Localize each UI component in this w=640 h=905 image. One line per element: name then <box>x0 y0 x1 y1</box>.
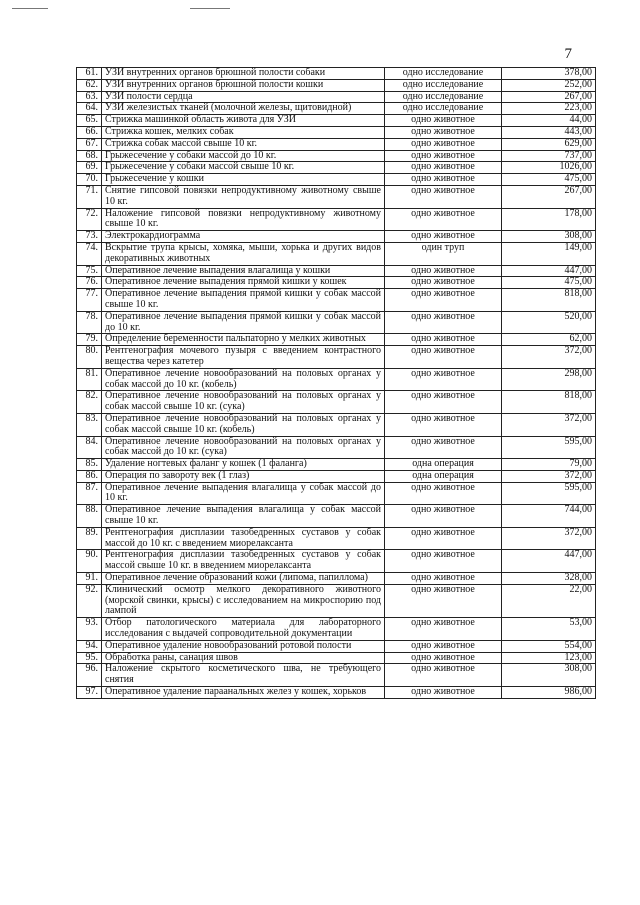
table-row <box>77 618 596 641</box>
unit-of-measure: одно животное <box>385 311 502 334</box>
row-number: 66. <box>77 126 102 138</box>
service-name: Стрижка собак массой свыше 10 кг. <box>102 138 385 150</box>
price-value: 308,00 <box>502 664 596 687</box>
service-name: Отбор патологического материала для лабораторного исследования с выдачей сопроводительной документации <box>102 618 385 641</box>
unit-of-measure: одна операция <box>385 470 502 482</box>
service-name: Клинический осмотр мелкого декоративного животного (морской свинки, крысы) с исследованием на микроспорию под лампой <box>102 584 385 617</box>
table-row <box>77 68 596 80</box>
table-row <box>77 640 596 652</box>
service-name: Вскрытие трупа крысы, хомяка, мыши, хорька и других видов декоративных животных <box>102 242 385 265</box>
unit-of-measure: одно животное <box>385 126 502 138</box>
service-name: Наложение скрытого косметического шва, не требующего снятия <box>102 664 385 687</box>
service-name: Рентгенография мочевого пузыря с введением контрастного вещества через катетер <box>102 346 385 369</box>
unit-of-measure: одна операция <box>385 459 502 471</box>
row-number: 71. <box>77 185 102 208</box>
price-value: 595,00 <box>502 436 596 459</box>
row-number: 94. <box>77 640 102 652</box>
table-row <box>77 265 596 277</box>
row-number: 69. <box>77 162 102 174</box>
price-value: 378,00 <box>502 68 596 80</box>
service-name: Оперативное лечение образований кожи (липома, папиллома) <box>102 573 385 585</box>
unit-of-measure: одно животное <box>385 138 502 150</box>
unit-of-measure: одно животное <box>385 618 502 641</box>
price-value: 475,00 <box>502 174 596 186</box>
service-name: Оперативное лечение выпадения прямой кишки у кошек <box>102 277 385 289</box>
price-value: 737,00 <box>502 150 596 162</box>
price-value: 149,00 <box>502 242 596 265</box>
table-row <box>77 346 596 369</box>
service-name: УЗИ полости сердца <box>102 91 385 103</box>
price-value: 520,00 <box>502 311 596 334</box>
service-name: Стрижка кошек, мелких собак <box>102 126 385 138</box>
row-number: 93. <box>77 618 102 641</box>
service-name: Определение беременности пальпаторно у мелких животных <box>102 334 385 346</box>
row-number: 77. <box>77 289 102 312</box>
unit-of-measure: одно животное <box>385 265 502 277</box>
row-number: 86. <box>77 470 102 482</box>
price-value: 629,00 <box>502 138 596 150</box>
unit-of-measure: одно животное <box>385 413 502 436</box>
unit-of-measure: одно исследование <box>385 79 502 91</box>
table-row <box>77 126 596 138</box>
service-name: Оперативное лечение выпадения прямой кишки у собак массой свыше 10 кг. <box>102 289 385 312</box>
service-name: Оперативное лечение выпадения прямой кишки у собак массой до 10 кг. <box>102 311 385 334</box>
service-name: УЗИ железистых тканей (молочной железы, щитовидной) <box>102 103 385 115</box>
table-row <box>77 413 596 436</box>
unit-of-measure: одно животное <box>385 346 502 369</box>
price-value: 53,00 <box>502 618 596 641</box>
service-name: Снятие гипсовой повязки непродуктивному животному свыше 10 кг. <box>102 185 385 208</box>
row-number: 81. <box>77 368 102 391</box>
row-number: 80. <box>77 346 102 369</box>
price-value: 818,00 <box>502 391 596 414</box>
table-row <box>77 470 596 482</box>
row-number: 95. <box>77 652 102 664</box>
row-number: 75. <box>77 265 102 277</box>
price-value: 447,00 <box>502 265 596 277</box>
service-name: Удаление ногтевых фаланг у кошек (1 фаланга) <box>102 459 385 471</box>
service-name: Грыжесечение у собаки массой свыше 10 кг. <box>102 162 385 174</box>
table-row <box>77 138 596 150</box>
unit-of-measure: одно животное <box>385 505 502 528</box>
unit-of-measure: одно животное <box>385 150 502 162</box>
unit-of-measure: одно исследование <box>385 68 502 80</box>
price-table-body <box>77 68 596 699</box>
unit-of-measure: одно исследование <box>385 103 502 115</box>
table-row <box>77 79 596 91</box>
price-value: 308,00 <box>502 231 596 243</box>
price-value: 818,00 <box>502 289 596 312</box>
table-row <box>77 391 596 414</box>
table-row <box>77 208 596 231</box>
service-name: УЗИ внутренних органов брюшной полости собаки <box>102 68 385 80</box>
service-name: Рентгенография дисплазии тазобедренных суставов у собак массой до 10 кг. с введением миорелаксанта <box>102 527 385 550</box>
unit-of-measure: одно животное <box>385 527 502 550</box>
unit-of-measure: один труп <box>385 242 502 265</box>
price-value: 372,00 <box>502 527 596 550</box>
table-row <box>77 174 596 186</box>
table-row <box>77 652 596 664</box>
table-row <box>77 103 596 115</box>
service-name: Оперативное лечение новообразований на половых органах у собак массой до 10 кг. (кобель) <box>102 368 385 391</box>
service-name: Оперативное лечение выпадения влагалища у собак массой до 10 кг. <box>102 482 385 505</box>
price-value: 62,00 <box>502 334 596 346</box>
service-name: Рентгенография дисплазии тазобедренных суставов у собак массой свыше 10 кг. в введением миорелаксанта <box>102 550 385 573</box>
service-name: Оперативное удаление новообразований ротовой полости <box>102 640 385 652</box>
table-row <box>77 91 596 103</box>
table-row <box>77 334 596 346</box>
table-row <box>77 242 596 265</box>
price-value: 22,00 <box>502 584 596 617</box>
price-value: 475,00 <box>502 277 596 289</box>
unit-of-measure: одно животное <box>385 584 502 617</box>
service-name: Обработка раны, санация швов <box>102 652 385 664</box>
row-number: 76. <box>77 277 102 289</box>
price-value: 1026,00 <box>502 162 596 174</box>
row-number: 73. <box>77 231 102 243</box>
table-row <box>77 687 596 699</box>
row-number: 96. <box>77 664 102 687</box>
row-number: 92. <box>77 584 102 617</box>
table-row <box>77 185 596 208</box>
service-name: Операция по завороту век (1 глаз) <box>102 470 385 482</box>
price-value: 443,00 <box>502 126 596 138</box>
row-number: 82. <box>77 391 102 414</box>
price-value: 554,00 <box>502 640 596 652</box>
unit-of-measure: одно животное <box>385 115 502 127</box>
row-number: 88. <box>77 505 102 528</box>
row-number: 83. <box>77 413 102 436</box>
table-row <box>77 664 596 687</box>
row-number: 68. <box>77 150 102 162</box>
table-row <box>77 527 596 550</box>
unit-of-measure: одно животное <box>385 652 502 664</box>
row-number: 91. <box>77 573 102 585</box>
unit-of-measure: одно животное <box>385 436 502 459</box>
service-name: Стрижка машинкой область живота для УЗИ <box>102 115 385 127</box>
scan-artifact-line <box>12 8 48 9</box>
unit-of-measure: одно животное <box>385 664 502 687</box>
price-value: 178,00 <box>502 208 596 231</box>
unit-of-measure: одно животное <box>385 573 502 585</box>
row-number: 62. <box>77 79 102 91</box>
table-row <box>77 584 596 617</box>
service-name: Оперативное лечение новообразований на половых органах у собак массой свыше 10 кг. (сука) <box>102 391 385 414</box>
row-number: 67. <box>77 138 102 150</box>
service-name: Электрокардиограмма <box>102 231 385 243</box>
service-name: Грыжесечение у кошки <box>102 174 385 186</box>
table-row <box>77 115 596 127</box>
unit-of-measure: одно исследование <box>385 91 502 103</box>
table-row <box>77 289 596 312</box>
price-value: 372,00 <box>502 346 596 369</box>
price-value: 267,00 <box>502 185 596 208</box>
price-value: 372,00 <box>502 470 596 482</box>
table-row <box>77 436 596 459</box>
price-value: 986,00 <box>502 687 596 699</box>
price-value: 79,00 <box>502 459 596 471</box>
table-row <box>77 311 596 334</box>
unit-of-measure: одно животное <box>385 162 502 174</box>
table-row <box>77 368 596 391</box>
price-value: 44,00 <box>502 115 596 127</box>
unit-of-measure: одно животное <box>385 174 502 186</box>
table-row <box>77 573 596 585</box>
price-value: 372,00 <box>502 413 596 436</box>
price-value: 328,00 <box>502 573 596 585</box>
service-name: Оперативное лечение новообразований на половых органах у собак массой до 10 кг. (сука) <box>102 436 385 459</box>
table-row <box>77 505 596 528</box>
unit-of-measure: одно животное <box>385 482 502 505</box>
row-number: 72. <box>77 208 102 231</box>
row-number: 90. <box>77 550 102 573</box>
unit-of-measure: одно животное <box>385 687 502 699</box>
service-name: УЗИ внутренних органов брюшной полости кошки <box>102 79 385 91</box>
price-value: 223,00 <box>502 103 596 115</box>
row-number: 63. <box>77 91 102 103</box>
price-value: 298,00 <box>502 368 596 391</box>
row-number: 70. <box>77 174 102 186</box>
unit-of-measure: одно животное <box>385 368 502 391</box>
table-row <box>77 277 596 289</box>
unit-of-measure: одно животное <box>385 550 502 573</box>
service-name: Оперативное лечение выпадения влагалища у кошки <box>102 265 385 277</box>
unit-of-measure: одно животное <box>385 231 502 243</box>
table-row <box>77 150 596 162</box>
table-row <box>77 482 596 505</box>
service-name: Наложение гипсовой повязки непродуктивному животному свыше 10 кг. <box>102 208 385 231</box>
price-value: 744,00 <box>502 505 596 528</box>
scan-artifact-line <box>190 8 230 9</box>
row-number: 74. <box>77 242 102 265</box>
row-number: 61. <box>77 68 102 80</box>
price-value: 595,00 <box>502 482 596 505</box>
row-number: 78. <box>77 311 102 334</box>
unit-of-measure: одно животное <box>385 185 502 208</box>
row-number: 65. <box>77 115 102 127</box>
service-name: Оперативное лечение новообразований на половых органах у собак массой свыше 10 кг. (кобель) <box>102 413 385 436</box>
unit-of-measure: одно животное <box>385 289 502 312</box>
unit-of-measure: одно животное <box>385 334 502 346</box>
unit-of-measure: одно животное <box>385 277 502 289</box>
service-name: Оперативное удаление параанальных желез у кошек, хорьков <box>102 687 385 699</box>
row-number: 85. <box>77 459 102 471</box>
service-name: Оперативное лечение выпадения влагалища у собак массой свыше 10 кг. <box>102 505 385 528</box>
price-value: 267,00 <box>502 91 596 103</box>
row-number: 97. <box>77 687 102 699</box>
unit-of-measure: одно животное <box>385 640 502 652</box>
row-number: 79. <box>77 334 102 346</box>
page-number: 7 <box>564 46 572 62</box>
price-value: 123,00 <box>502 652 596 664</box>
row-number: 89. <box>77 527 102 550</box>
service-name: Грыжесечение у собаки массой до 10 кг. <box>102 150 385 162</box>
row-number: 64. <box>77 103 102 115</box>
price-value: 252,00 <box>502 79 596 91</box>
table-row <box>77 459 596 471</box>
unit-of-measure: одно животное <box>385 391 502 414</box>
price-table <box>76 67 596 699</box>
price-value: 447,00 <box>502 550 596 573</box>
unit-of-measure: одно животное <box>385 208 502 231</box>
row-number: 84. <box>77 436 102 459</box>
row-number: 87. <box>77 482 102 505</box>
table-row <box>77 162 596 174</box>
table-row <box>77 231 596 243</box>
table-row <box>77 550 596 573</box>
